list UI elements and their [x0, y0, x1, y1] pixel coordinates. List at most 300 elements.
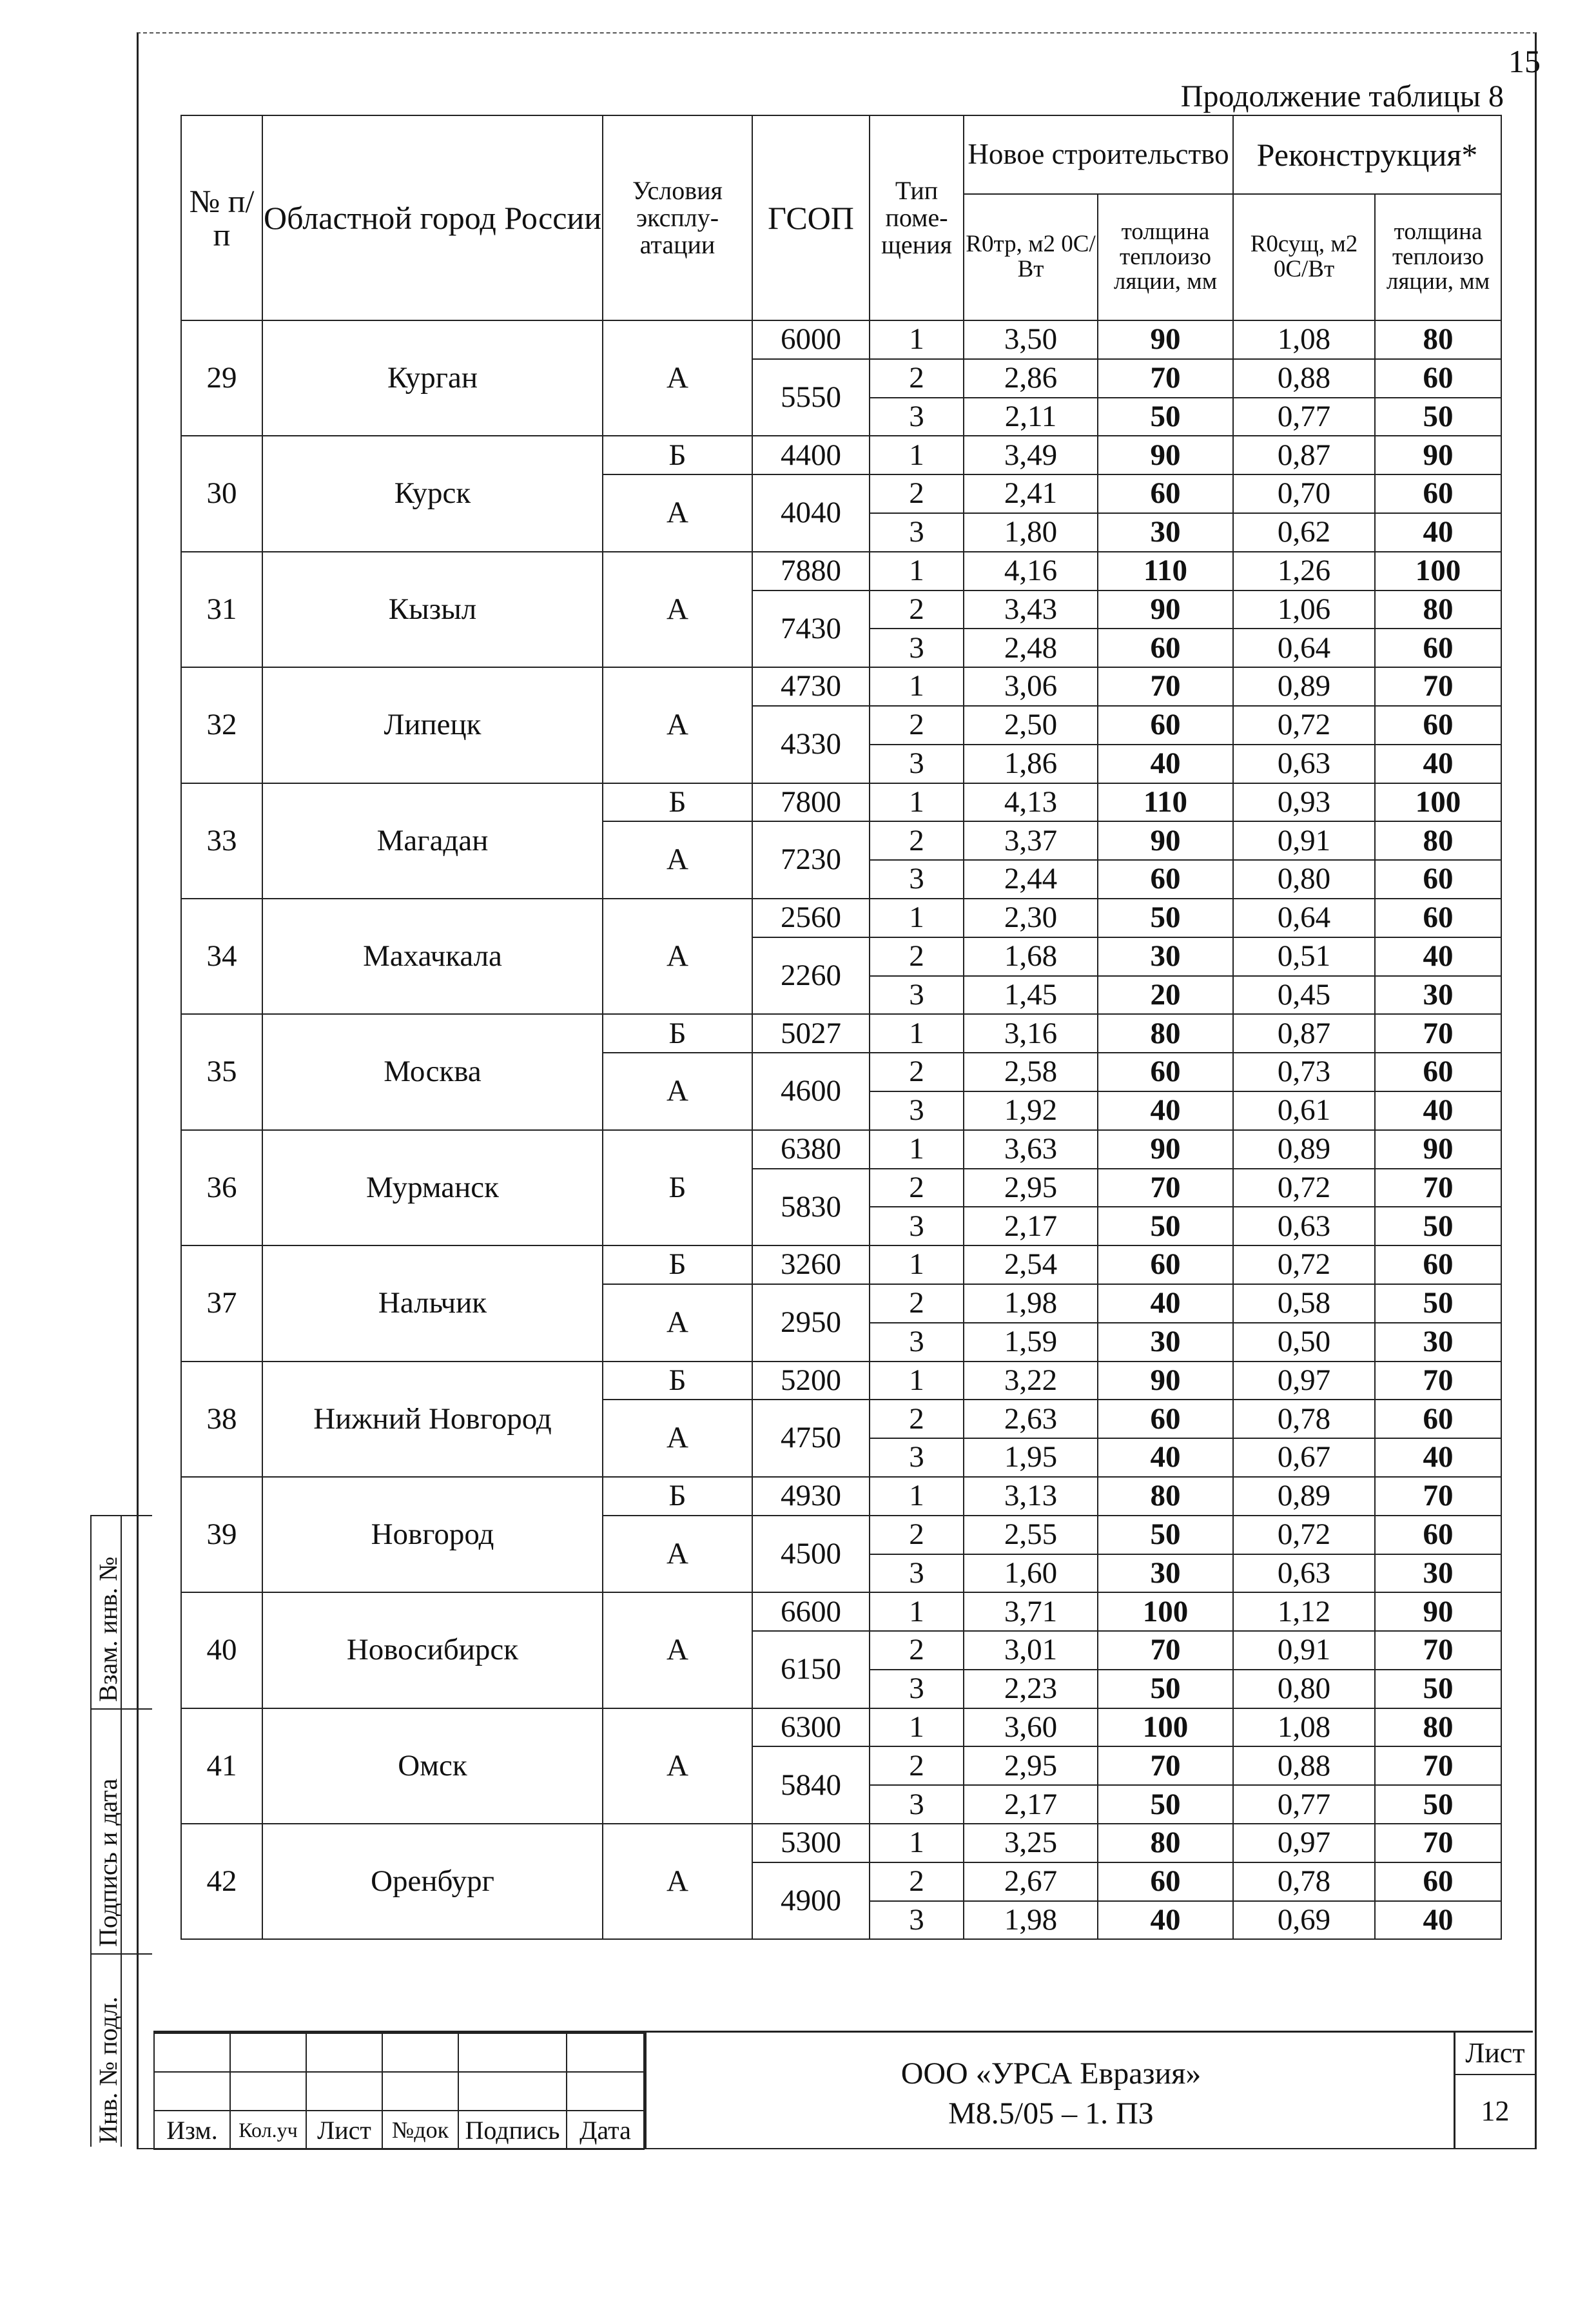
city-name: Махачкала — [262, 899, 603, 1014]
col-izm: Изм. — [154, 2111, 230, 2149]
r-required: 1,60 — [964, 1554, 1098, 1593]
thickness-recon: 90 — [1375, 1592, 1501, 1631]
operating-conditions: Б — [603, 1362, 752, 1400]
gsop-value: 2950 — [752, 1284, 870, 1362]
thickness-new: 80 — [1098, 1014, 1233, 1053]
thickness-recon: 80 — [1375, 1708, 1501, 1747]
table-row — [181, 436, 1501, 474]
gsop-value: 5027 — [752, 1014, 870, 1053]
table-body — [181, 320, 1501, 1939]
r-existing: 0,89 — [1233, 1477, 1375, 1516]
operating-conditions: А — [603, 1516, 752, 1593]
thickness-new: 110 — [1098, 783, 1233, 822]
gsop-value: 2260 — [752, 937, 870, 1015]
revision-cell — [382, 2072, 458, 2111]
table-row — [181, 1245, 1501, 1284]
room-type: 3 — [870, 1207, 964, 1245]
r-required: 2,58 — [964, 1053, 1098, 1091]
row-number: 31 — [181, 552, 262, 667]
r-existing: 1,06 — [1233, 591, 1375, 629]
r-required: 2,23 — [964, 1670, 1098, 1708]
table-row — [181, 1477, 1501, 1516]
thickness-new: 90 — [1098, 436, 1233, 474]
r-existing: 0,62 — [1233, 513, 1375, 552]
r-required: 2,50 — [964, 706, 1098, 745]
table-row — [181, 320, 1501, 359]
operating-conditions: А — [603, 320, 752, 436]
gsop-value: 4900 — [752, 1862, 870, 1940]
gsop-value: 5200 — [752, 1362, 870, 1400]
header-thickness-new: толщина теплоизо ляции, мм — [1098, 194, 1233, 320]
room-type: 3 — [870, 1323, 964, 1362]
r-existing: 0,64 — [1233, 899, 1375, 937]
operating-conditions: А — [603, 1400, 752, 1477]
sheet-label: Лист — [1455, 2036, 1535, 2075]
r-required: 3,25 — [964, 1824, 1098, 1862]
gsop-value: 4330 — [752, 706, 870, 783]
thickness-recon: 70 — [1375, 667, 1501, 706]
thickness-new: 110 — [1098, 552, 1233, 591]
room-type: 2 — [870, 359, 964, 398]
table-row — [181, 783, 1501, 822]
r-required: 3,06 — [964, 667, 1098, 706]
operating-conditions: Б — [603, 1245, 752, 1284]
r-required: 1,80 — [964, 513, 1098, 552]
thickness-new: 30 — [1098, 513, 1233, 552]
thickness-new: 60 — [1098, 1245, 1233, 1284]
r-existing: 0,97 — [1233, 1824, 1375, 1862]
row-number: 30 — [181, 436, 262, 551]
gsop-value: 6380 — [752, 1130, 870, 1169]
thickness-recon: 70 — [1375, 1014, 1501, 1053]
room-type: 1 — [870, 1708, 964, 1747]
city-name: Новгород — [262, 1477, 603, 1592]
thickness-recon: 90 — [1375, 436, 1501, 474]
r-existing: 0,87 — [1233, 436, 1375, 474]
table-row — [181, 899, 1501, 937]
revision-table — [153, 2033, 645, 2150]
room-type: 2 — [870, 1516, 964, 1554]
col-kol-uch: Кол.уч — [230, 2111, 306, 2149]
thickness-recon: 60 — [1375, 629, 1501, 667]
gsop-value: 4750 — [752, 1400, 870, 1477]
city-name: Кызыл — [262, 552, 603, 667]
row-number: 37 — [181, 1245, 262, 1361]
thickness-new: 80 — [1098, 1824, 1233, 1862]
gsop-value: 7430 — [752, 591, 870, 668]
stamp-zam-label: Взам. инв. № — [93, 1556, 122, 1702]
col-list: Лист — [306, 2111, 382, 2149]
thickness-new: 40 — [1098, 1284, 1233, 1323]
r-existing: 0,78 — [1233, 1862, 1375, 1901]
gsop-value: 4040 — [752, 474, 870, 552]
r-existing: 0,45 — [1233, 976, 1375, 1015]
thickness-new: 100 — [1098, 1592, 1233, 1631]
r-required: 3,49 — [964, 436, 1098, 474]
header-reconstruction: Реконструкция* — [1233, 115, 1501, 194]
city-name: Магадан — [262, 783, 603, 899]
r-required: 2,95 — [964, 1746, 1098, 1785]
r-required: 2,67 — [964, 1862, 1098, 1901]
revision-cell — [382, 2033, 458, 2072]
thickness-new: 60 — [1098, 860, 1233, 899]
city-name: Курган — [262, 320, 603, 436]
r-required: 1,68 — [964, 937, 1098, 976]
binding-margin-stamp — [90, 1515, 152, 2147]
col-date: Дата — [567, 2111, 644, 2149]
operating-conditions: Б — [603, 783, 752, 822]
thickness-recon: 70 — [1375, 1824, 1501, 1862]
city-name: Липецк — [262, 667, 603, 783]
thickness-recon: 100 — [1375, 783, 1501, 822]
room-type: 2 — [870, 706, 964, 745]
r-required: 3,60 — [964, 1708, 1098, 1747]
r-required: 1,59 — [964, 1323, 1098, 1362]
gsop-value: 7800 — [752, 783, 870, 822]
room-type: 1 — [870, 320, 964, 359]
revision-cell — [458, 2072, 567, 2111]
gsop-value: 7880 — [752, 552, 870, 591]
thickness-recon: 40 — [1375, 1901, 1501, 1940]
room-type: 2 — [870, 474, 964, 513]
gsop-value: 6600 — [752, 1592, 870, 1631]
r-existing: 0,58 — [1233, 1284, 1375, 1323]
header-r-required: R0тр, м2 0С/Вт — [964, 194, 1098, 320]
operating-conditions: А — [603, 899, 752, 1014]
gsop-value: 6000 — [752, 320, 870, 359]
r-required: 2,17 — [964, 1207, 1098, 1245]
thickness-recon: 70 — [1375, 1631, 1501, 1670]
table-row — [181, 1708, 1501, 1747]
thickness-recon: 30 — [1375, 1323, 1501, 1362]
thickness-recon: 100 — [1375, 552, 1501, 591]
r-existing: 0,63 — [1233, 745, 1375, 783]
thickness-new: 90 — [1098, 821, 1233, 860]
room-type: 2 — [870, 1284, 964, 1323]
thickness-new: 60 — [1098, 1862, 1233, 1901]
city-name: Оренбург — [262, 1824, 603, 1939]
operating-conditions: А — [603, 1592, 752, 1708]
thickness-recon: 60 — [1375, 706, 1501, 745]
gsop-value: 4930 — [752, 1477, 870, 1516]
thickness-recon: 60 — [1375, 899, 1501, 937]
revision-cell — [458, 2033, 567, 2072]
thickness-new: 30 — [1098, 937, 1233, 976]
room-type: 1 — [870, 1592, 964, 1631]
gsop-value: 3260 — [752, 1245, 870, 1284]
r-required: 2,86 — [964, 359, 1098, 398]
row-number: 40 — [181, 1592, 262, 1708]
gsop-value: 4600 — [752, 1053, 870, 1130]
r-existing: 0,88 — [1233, 1746, 1375, 1785]
gsop-value: 5840 — [752, 1746, 870, 1824]
r-existing: 0,88 — [1233, 359, 1375, 398]
thickness-new: 30 — [1098, 1554, 1233, 1593]
room-type: 1 — [870, 667, 964, 706]
gsop-value: 5300 — [752, 1824, 870, 1862]
thickness-recon: 80 — [1375, 591, 1501, 629]
room-type: 2 — [870, 937, 964, 976]
r-required: 1,92 — [964, 1091, 1098, 1130]
operating-conditions: А — [603, 1708, 752, 1824]
thickness-new: 90 — [1098, 320, 1233, 359]
thickness-new: 60 — [1098, 706, 1233, 745]
thickness-recon: 90 — [1375, 1130, 1501, 1169]
room-type: 2 — [870, 591, 964, 629]
revision-cell — [306, 2033, 382, 2072]
r-existing: 0,72 — [1233, 1516, 1375, 1554]
document-code: М8.5/05 – 1. ПЗ — [948, 2096, 1154, 2131]
thickness-new: 70 — [1098, 667, 1233, 706]
room-type: 3 — [870, 513, 964, 552]
thickness-new: 40 — [1098, 1901, 1233, 1940]
room-type: 3 — [870, 1785, 964, 1824]
gsop-value: 6150 — [752, 1631, 870, 1708]
row-number: 32 — [181, 667, 262, 783]
thickness-recon: 50 — [1375, 1284, 1501, 1323]
r-existing: 0,93 — [1233, 783, 1375, 822]
r-required: 1,45 — [964, 976, 1098, 1015]
r-existing: 0,63 — [1233, 1554, 1375, 1593]
row-number: 35 — [181, 1014, 262, 1129]
revision-cell — [154, 2033, 230, 2072]
room-type: 1 — [870, 1130, 964, 1169]
thickness-new: 50 — [1098, 1785, 1233, 1824]
table-row — [181, 1130, 1501, 1169]
city-name: Нижний Новгород — [262, 1362, 603, 1477]
thickness-new: 90 — [1098, 591, 1233, 629]
thickness-recon: 40 — [1375, 745, 1501, 783]
r-required: 3,50 — [964, 320, 1098, 359]
thickness-new: 100 — [1098, 1708, 1233, 1747]
header-num: № п/п — [181, 115, 262, 320]
room-type: 1 — [870, 1362, 964, 1400]
thickness-new: 70 — [1098, 1746, 1233, 1785]
revision-cell — [567, 2033, 644, 2072]
room-type: 1 — [870, 783, 964, 822]
thickness-recon: 50 — [1375, 398, 1501, 436]
thickness-recon: 80 — [1375, 821, 1501, 860]
thickness-recon: 60 — [1375, 1862, 1501, 1901]
room-type: 3 — [870, 976, 964, 1015]
r-required: 3,22 — [964, 1362, 1098, 1400]
room-type: 3 — [870, 745, 964, 783]
room-type: 3 — [870, 398, 964, 436]
stamp-line — [92, 1708, 152, 1710]
operating-conditions: А — [603, 1053, 752, 1130]
r-existing: 0,50 — [1233, 1323, 1375, 1362]
r-required: 2,17 — [964, 1785, 1098, 1824]
row-number: 29 — [181, 320, 262, 436]
gsop-value: 4400 — [752, 436, 870, 474]
table-row — [181, 552, 1501, 591]
r-existing: 0,77 — [1233, 1785, 1375, 1824]
thickness-new: 50 — [1098, 1516, 1233, 1554]
thickness-new: 40 — [1098, 1438, 1233, 1477]
operating-conditions: Б — [603, 1477, 752, 1516]
thickness-new: 60 — [1098, 1400, 1233, 1438]
r-required: 2,30 — [964, 899, 1098, 937]
room-type: 2 — [870, 1169, 964, 1207]
insulation-table — [180, 115, 1502, 1940]
thickness-new: 90 — [1098, 1130, 1233, 1169]
room-type: 1 — [870, 552, 964, 591]
table-continuation-caption: Продолжение таблицы 8 — [1180, 79, 1504, 113]
r-existing: 1,12 — [1233, 1592, 1375, 1631]
r-required: 1,98 — [964, 1284, 1098, 1323]
thickness-recon: 50 — [1375, 1785, 1501, 1824]
gsop-value: 4500 — [752, 1516, 870, 1593]
thickness-new: 50 — [1098, 899, 1233, 937]
thickness-new: 70 — [1098, 359, 1233, 398]
r-existing: 0,69 — [1233, 1901, 1375, 1940]
operating-conditions: А — [603, 552, 752, 667]
header-thickness-recon: толщина теплоизо ляции, мм — [1375, 194, 1501, 320]
r-required: 4,13 — [964, 783, 1098, 822]
table-header — [181, 115, 1501, 320]
thickness-recon: 60 — [1375, 1516, 1501, 1554]
room-type: 3 — [870, 1670, 964, 1708]
thickness-recon: 40 — [1375, 937, 1501, 976]
city-name: Курск — [262, 436, 603, 551]
thickness-recon: 40 — [1375, 513, 1501, 552]
thickness-recon: 60 — [1375, 1053, 1501, 1091]
room-type: 3 — [870, 1554, 964, 1593]
revision-cell — [154, 2072, 230, 2111]
stamp-line — [92, 1953, 152, 1955]
thickness-recon: 50 — [1375, 1670, 1501, 1708]
operating-conditions: А — [603, 1824, 752, 1939]
r-required: 3,43 — [964, 591, 1098, 629]
r-required: 2,48 — [964, 629, 1098, 667]
thickness-recon: 60 — [1375, 474, 1501, 513]
stamp-sign-label: Подпись и дата — [93, 1778, 122, 1947]
city-name: Омск — [262, 1708, 603, 1824]
room-type: 1 — [870, 1245, 964, 1284]
table-row — [181, 667, 1501, 706]
r-existing: 0,80 — [1233, 860, 1375, 899]
sheet-number: 12 — [1481, 2095, 1510, 2127]
r-required: 2,95 — [964, 1169, 1098, 1207]
operating-conditions: Б — [603, 436, 752, 474]
operating-conditions: Б — [603, 1014, 752, 1053]
thickness-recon: 70 — [1375, 1477, 1501, 1516]
room-type: 2 — [870, 1053, 964, 1091]
r-required: 2,11 — [964, 398, 1098, 436]
r-existing: 0,77 — [1233, 398, 1375, 436]
organization-name: ООО «УРСА Евразия» — [900, 2056, 1202, 2091]
r-required: 1,95 — [964, 1438, 1098, 1477]
sheet-box — [1454, 2033, 1535, 2149]
stamp-inv-label: Инв. № подл. — [93, 1996, 122, 2143]
r-required: 3,01 — [964, 1631, 1098, 1670]
stamp-line — [92, 1515, 152, 1516]
r-existing: 0,91 — [1233, 1631, 1375, 1670]
row-number: 33 — [181, 783, 262, 899]
col-signature: Подпись — [458, 2111, 567, 2149]
r-required: 2,54 — [964, 1245, 1098, 1284]
r-existing: 0,72 — [1233, 706, 1375, 745]
title-block — [153, 2031, 1533, 2149]
r-existing: 0,89 — [1233, 1130, 1375, 1169]
room-type: 1 — [870, 1014, 964, 1053]
header-new-construction: Новое строительство — [964, 115, 1233, 194]
thickness-recon: 70 — [1375, 1746, 1501, 1785]
thickness-recon: 70 — [1375, 1169, 1501, 1207]
thickness-new: 70 — [1098, 1631, 1233, 1670]
r-required: 1,86 — [964, 745, 1098, 783]
row-number: 34 — [181, 899, 262, 1014]
thickness-recon: 50 — [1375, 1207, 1501, 1245]
thickness-new: 60 — [1098, 474, 1233, 513]
r-required: 3,71 — [964, 1592, 1098, 1631]
row-number: 41 — [181, 1708, 262, 1824]
thickness-recon: 40 — [1375, 1091, 1501, 1130]
thickness-recon: 30 — [1375, 976, 1501, 1015]
operating-conditions: А — [603, 667, 752, 783]
r-existing: 0,73 — [1233, 1053, 1375, 1091]
room-type: 3 — [870, 860, 964, 899]
room-type: 3 — [870, 1091, 964, 1130]
header-r-existing: R0сущ, м2 0С/Вт — [1233, 194, 1375, 320]
table-row — [181, 1592, 1501, 1631]
thickness-new: 40 — [1098, 1091, 1233, 1130]
thickness-new: 50 — [1098, 398, 1233, 436]
title-block-center — [645, 2033, 1455, 2149]
room-type: 1 — [870, 899, 964, 937]
room-type: 2 — [870, 821, 964, 860]
thickness-new: 60 — [1098, 1053, 1233, 1091]
operating-conditions: А — [603, 474, 752, 552]
r-required: 4,16 — [964, 552, 1098, 591]
r-required: 2,63 — [964, 1400, 1098, 1438]
gsop-value: 6300 — [752, 1708, 870, 1747]
r-existing: 0,61 — [1233, 1091, 1375, 1130]
r-required: 2,41 — [964, 474, 1098, 513]
r-existing: 0,80 — [1233, 1670, 1375, 1708]
table-row — [181, 1014, 1501, 1053]
thickness-recon: 60 — [1375, 1400, 1501, 1438]
header-conditions: Условия эксплу-атации — [603, 115, 752, 320]
gsop-value: 5550 — [752, 359, 870, 436]
header-gsop: ГСОП — [752, 115, 870, 320]
thickness-recon: 40 — [1375, 1438, 1501, 1477]
r-existing: 0,87 — [1233, 1014, 1375, 1053]
r-required: 2,44 — [964, 860, 1098, 899]
gsop-value: 2560 — [752, 899, 870, 937]
r-required: 3,37 — [964, 821, 1098, 860]
gsop-value: 7230 — [752, 821, 870, 899]
room-type: 2 — [870, 1862, 964, 1901]
gsop-value: 5830 — [752, 1169, 870, 1246]
r-existing: 1,26 — [1233, 552, 1375, 591]
thickness-new: 50 — [1098, 1207, 1233, 1245]
thickness-new: 40 — [1098, 745, 1233, 783]
room-type: 3 — [870, 1438, 964, 1477]
revision-cell — [230, 2072, 306, 2111]
gsop-value: 4730 — [752, 667, 870, 706]
r-existing: 0,72 — [1233, 1169, 1375, 1207]
room-type: 2 — [870, 1746, 964, 1785]
row-number: 39 — [181, 1477, 262, 1592]
r-existing: 0,70 — [1233, 474, 1375, 513]
page-number: 15 — [1508, 43, 1541, 79]
thickness-new: 90 — [1098, 1362, 1233, 1400]
r-existing: 0,91 — [1233, 821, 1375, 860]
room-type: 1 — [870, 1824, 964, 1862]
thickness-recon: 30 — [1375, 1554, 1501, 1593]
thickness-recon: 60 — [1375, 860, 1501, 899]
